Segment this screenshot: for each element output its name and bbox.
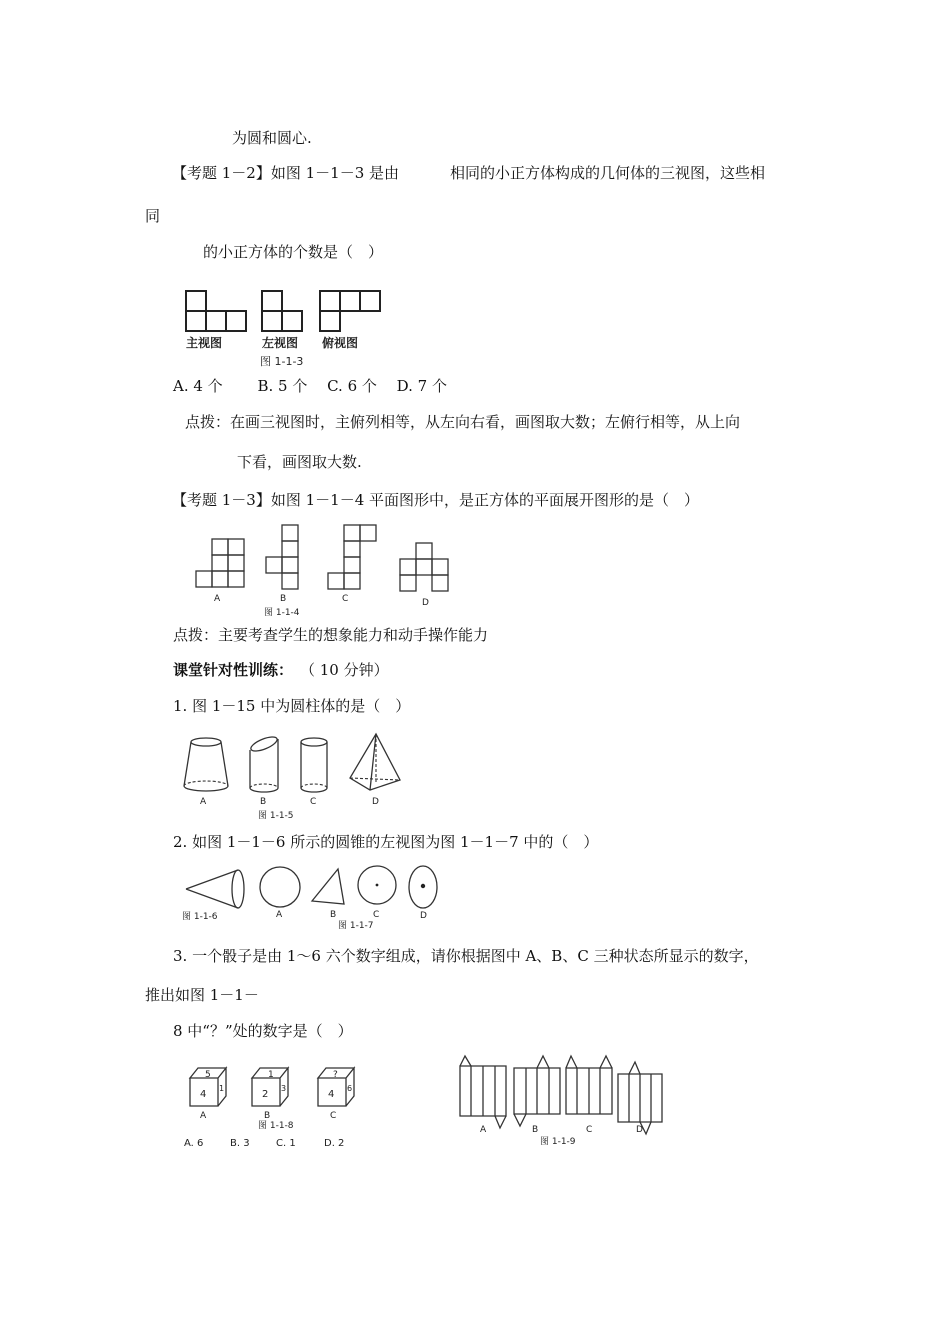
section-time: （ 10 分钟） bbox=[300, 661, 389, 679]
die-c-side: 6 bbox=[347, 1084, 353, 1093]
figure-1-1-5 bbox=[180, 730, 400, 822]
die-c-top: ? bbox=[333, 1070, 338, 1080]
problem-1: 1. 图 1－15 中为圆柱体的是（ ） bbox=[173, 697, 411, 715]
figure-caption: 图 1-1-4 bbox=[264, 608, 300, 618]
option-label-a: A bbox=[480, 1125, 487, 1135]
option-label-b: B bbox=[264, 1111, 271, 1121]
view-label-top: 俯视图 bbox=[322, 336, 359, 350]
problem-3: 3. 一个骰子是由 1～6 六个数字组成，请你根据图中 A、B、C 三种状态所显示的数字， bbox=[173, 947, 759, 965]
option-label-c: C bbox=[330, 1111, 337, 1121]
option-label-a: A bbox=[276, 910, 283, 920]
answer-options: A. 4 个 B. 5 个 C. 6 个 D. 7 个 bbox=[173, 377, 447, 395]
answer-option-d: D. 2 bbox=[324, 1138, 345, 1149]
question-1-3: 【考题 1－3】如图 1－1－4 平面图形中，是正方体的平面展开图形的是（ ） bbox=[172, 491, 700, 509]
text-line: 为圆和圆心. bbox=[232, 129, 312, 147]
figure-caption: 图 1-1-5 bbox=[258, 811, 294, 821]
die-a-side: 1 bbox=[219, 1084, 225, 1093]
figure-caption: 图 1-1-7 bbox=[338, 921, 374, 931]
option-label-a: A bbox=[214, 594, 221, 604]
option-label-c: C bbox=[586, 1125, 593, 1135]
die-a-top: 5 bbox=[205, 1070, 211, 1080]
option-label-a: A bbox=[200, 797, 207, 807]
die-b-side: 3 bbox=[281, 1084, 287, 1093]
question-1-2: 【考题 1－2】如图 1－1－3 是由 bbox=[172, 164, 400, 182]
problem-3-cont: 推出如图 1－1－ bbox=[145, 986, 259, 1004]
problem-2: 2. 如图 1－1－6 所示的圆锥的左视图为图 1－1－7 中的（ ） bbox=[173, 833, 599, 851]
view-label-left: 左视图 bbox=[262, 336, 299, 350]
section-title: 课堂针对性训练： bbox=[173, 661, 294, 679]
option-label-c: C bbox=[310, 797, 317, 807]
figure-1-1-6-7 bbox=[180, 862, 445, 931]
die-c-front: 4 bbox=[328, 1089, 335, 1100]
figure-1-1-9 bbox=[450, 1052, 675, 1148]
hint-1-cont: 下看，画图取大数. bbox=[237, 453, 362, 471]
option-label-d: D bbox=[372, 797, 379, 807]
figure-1-1-4 bbox=[186, 525, 461, 625]
question-1-2-cont3: 的小正方体的个数是（ ） bbox=[203, 243, 384, 261]
question-1-2-cont: 相同的小正方体构成的几何体的三视图，这些相 bbox=[450, 164, 766, 182]
hint-1: 点拨：在画三视图时，主俯列相等，从左向右看，画图取大数；左俯行相等，从上向 bbox=[185, 413, 741, 431]
figure-caption: 图 1-1-3 bbox=[260, 355, 304, 368]
option-label-b: B bbox=[280, 594, 287, 604]
option-label-b: B bbox=[330, 910, 337, 920]
answer-option-b: B. 3 bbox=[230, 1138, 250, 1149]
figure-caption: 图 1-1-8 bbox=[258, 1121, 294, 1131]
problem-3-cont2: 8 中“？”处的数字是（ ） bbox=[173, 1022, 353, 1040]
option-label-a: A bbox=[200, 1111, 207, 1121]
die-b-top: 1 bbox=[268, 1070, 274, 1080]
option-label-b: B bbox=[532, 1125, 539, 1135]
option-label-b: B bbox=[260, 797, 267, 807]
die-b-front: 2 bbox=[262, 1089, 269, 1100]
option-label-d: D bbox=[420, 911, 427, 921]
hint-2: 点拨：主要考查学生的想象能力和动手操作能力 bbox=[173, 626, 489, 644]
die-a-front: 4 bbox=[200, 1089, 207, 1100]
question-1-2-cont2: 同 bbox=[145, 207, 161, 225]
option-label-c: C bbox=[342, 594, 349, 604]
figure-caption: 图 1-1-9 bbox=[540, 1137, 576, 1147]
view-label-front: 主视图 bbox=[186, 336, 223, 350]
option-label-d: D bbox=[422, 598, 429, 608]
answer-option-c: C. 1 bbox=[276, 1138, 296, 1149]
answer-option-a: A. 6 bbox=[184, 1138, 204, 1149]
option-label-d: D bbox=[636, 1125, 643, 1135]
option-label-c: C bbox=[373, 910, 380, 920]
figure-1-1-8 bbox=[180, 1058, 380, 1156]
figure-1-1-3 bbox=[180, 285, 410, 373]
figure-caption: 图 1-1-6 bbox=[182, 912, 218, 922]
